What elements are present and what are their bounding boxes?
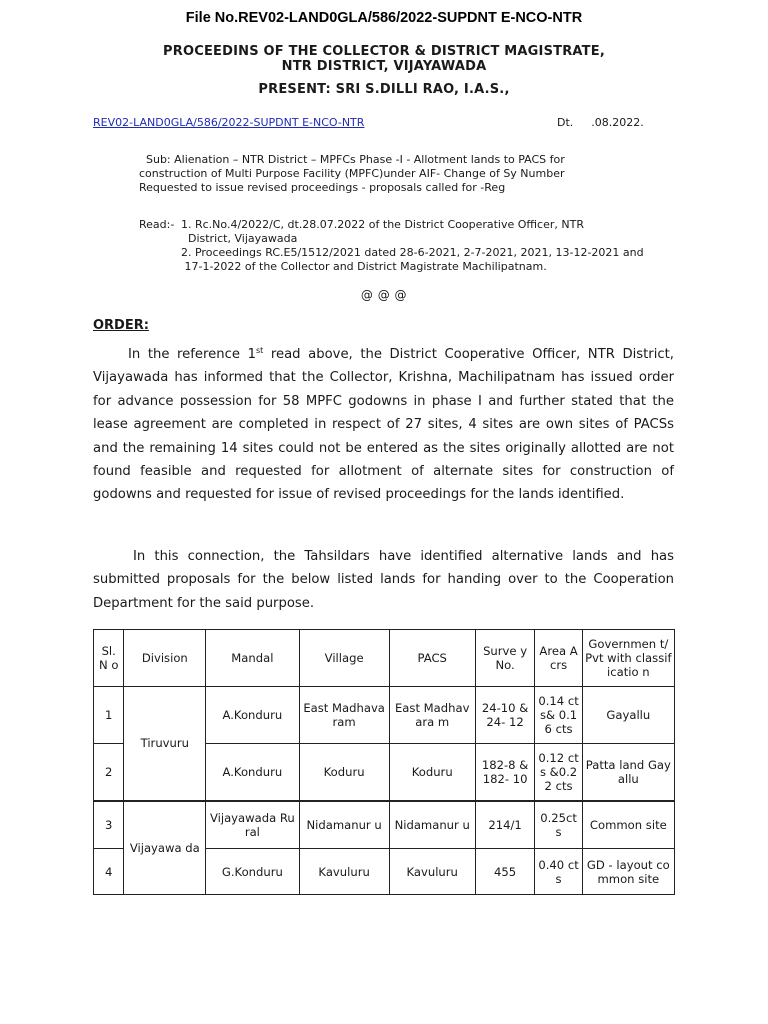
cell-mandal: A.Konduru [206, 687, 299, 744]
cell-mandal: A.Konduru [206, 744, 299, 801]
para1-superscript: st [255, 346, 264, 355]
cell-division: Tiruvuru [124, 687, 206, 801]
subject-line-1: Sub: Alienation – NTR District – MPFCs Phase -I - Allotment lands to PACS for [139, 153, 565, 166]
cell-classification: GD - layout common site [582, 849, 674, 895]
header-classification: Governmen t/ Pvt with classificatio n [582, 630, 674, 687]
order-heading: ORDER: [93, 318, 149, 333]
cell-classification: Patta land Gayallu [582, 744, 674, 801]
cell-classification: Common site [582, 801, 674, 849]
date-line [557, 116, 644, 129]
table-row [94, 801, 675, 849]
header-pacs: PACS [389, 630, 475, 687]
read-item-1-line-2: District, Vijayawada [174, 232, 298, 245]
cell-pacs: Koduru [389, 744, 475, 801]
cell-pacs: Nidamanur u [389, 801, 475, 849]
cell-village: East Madhavaram [299, 687, 389, 744]
order-paragraph-1 [93, 343, 674, 507]
district-heading: NTR DISTRICT, VIJAYAWADA [281, 59, 487, 74]
para1-text-b: read above, the District Cooperative Officer, NTR District, Vijayawada has informed that the Collector, Krishna, Machilipatnam has issued order for advance possession for 58 MPFC godowns in phase I and further stated that the lease agreement are completed in respect of 27 sites, 4 sites are own sites of PACSs and the remaining 14 sites could not be entered as the sites originally allotted are not found feasible and requested for allotment of alternate sites for construction of godowns and requested for issue of revised proceedings for the lands identified. [93, 347, 674, 503]
table-row [94, 687, 675, 744]
table-header-row [94, 630, 675, 687]
cell-area: 0.40 cts [535, 849, 582, 895]
header-mandal: Mandal [206, 630, 299, 687]
cell-area: 0.14 cts& 0.16 cts [535, 687, 582, 744]
reference-number-link[interactable]: REV02-LAND0GLA/586/2022-SUPDNT E-NCO-NTR [93, 116, 365, 129]
cell-sl: 1 [94, 687, 124, 744]
cell-mandal: G.Konduru [206, 849, 299, 895]
separator-symbols: @ @ @ [360, 288, 408, 302]
present-line: PRESENT: SRI S.DILLI RAO, I.A.S., [258, 82, 510, 97]
read-label: Read:- [139, 218, 175, 231]
cell-survey: 24-10 & 24- 12 [475, 687, 535, 744]
cell-village: Nidamanur u [299, 801, 389, 849]
para1-text-a: In the reference 1 [128, 347, 256, 362]
read-item-2-line-2: 17-1-2022 of the Collector and District Magistrate Machilipatnam. [174, 260, 547, 273]
proceedings-heading: PROCEEDINS OF THE COLLECTOR & DISTRICT MAGISTRATE, [163, 44, 605, 59]
subject-line-2: construction of Multi Purpose Facility (MPFC)under AIF- Change of Sy Number [139, 167, 565, 180]
read-item-2-line-1: 2. Proceedings RC.E5/1512/2021 dated 28-6-2021, 2-7-2021, 2021, 13-12-2021 and [181, 246, 644, 259]
cell-village: Kavuluru [299, 849, 389, 895]
header-survey-no: Surve y No. [475, 630, 535, 687]
subject-line-3: Requested to issue revised proceedings - proposals called for -Reg [139, 181, 506, 194]
file-number: File No.REV02-LAND0GLA/586/2022-SUPDNT E-NCO-NTR [185, 10, 583, 26]
cell-pacs: East Madhavara m [389, 687, 475, 744]
cell-area: 0.12 cts &0.22 cts [535, 744, 582, 801]
header-area: Area Acrs [535, 630, 582, 687]
cell-sl: 3 [94, 801, 124, 849]
cell-sl: 2 [94, 744, 124, 801]
cell-classification: Gayallu [582, 687, 674, 744]
cell-survey: 214/1 [475, 801, 535, 849]
cell-survey: 182-8 & 182- 10 [475, 744, 535, 801]
order-paragraph-2: In this connection, the Tahsildars have identified alternative lands and has submitted proposals for the below listed lands for handing over to the Cooperation Department for the said purpose. [93, 549, 674, 611]
header-sl-no: Sl. N o [94, 630, 124, 687]
date-label: Dt. [557, 116, 574, 129]
cell-survey: 455 [475, 849, 535, 895]
date-value: .08.2022. [591, 116, 644, 129]
read-item-1-line-1: 1. Rc.No.4/2022/C, dt.28.07.2022 of the District Cooperative Officer, NTR [181, 218, 584, 231]
cell-mandal: Vijayawada Rural [206, 801, 299, 849]
header-division: Division [124, 630, 206, 687]
cell-sl: 4 [94, 849, 124, 895]
cell-division: Vijayawa da [124, 801, 206, 895]
cell-pacs: Kavuluru [389, 849, 475, 895]
cell-area: 0.25ct s [535, 801, 582, 849]
cell-village: Koduru [299, 744, 389, 801]
header-village: Village [299, 630, 389, 687]
lands-table [93, 629, 675, 895]
